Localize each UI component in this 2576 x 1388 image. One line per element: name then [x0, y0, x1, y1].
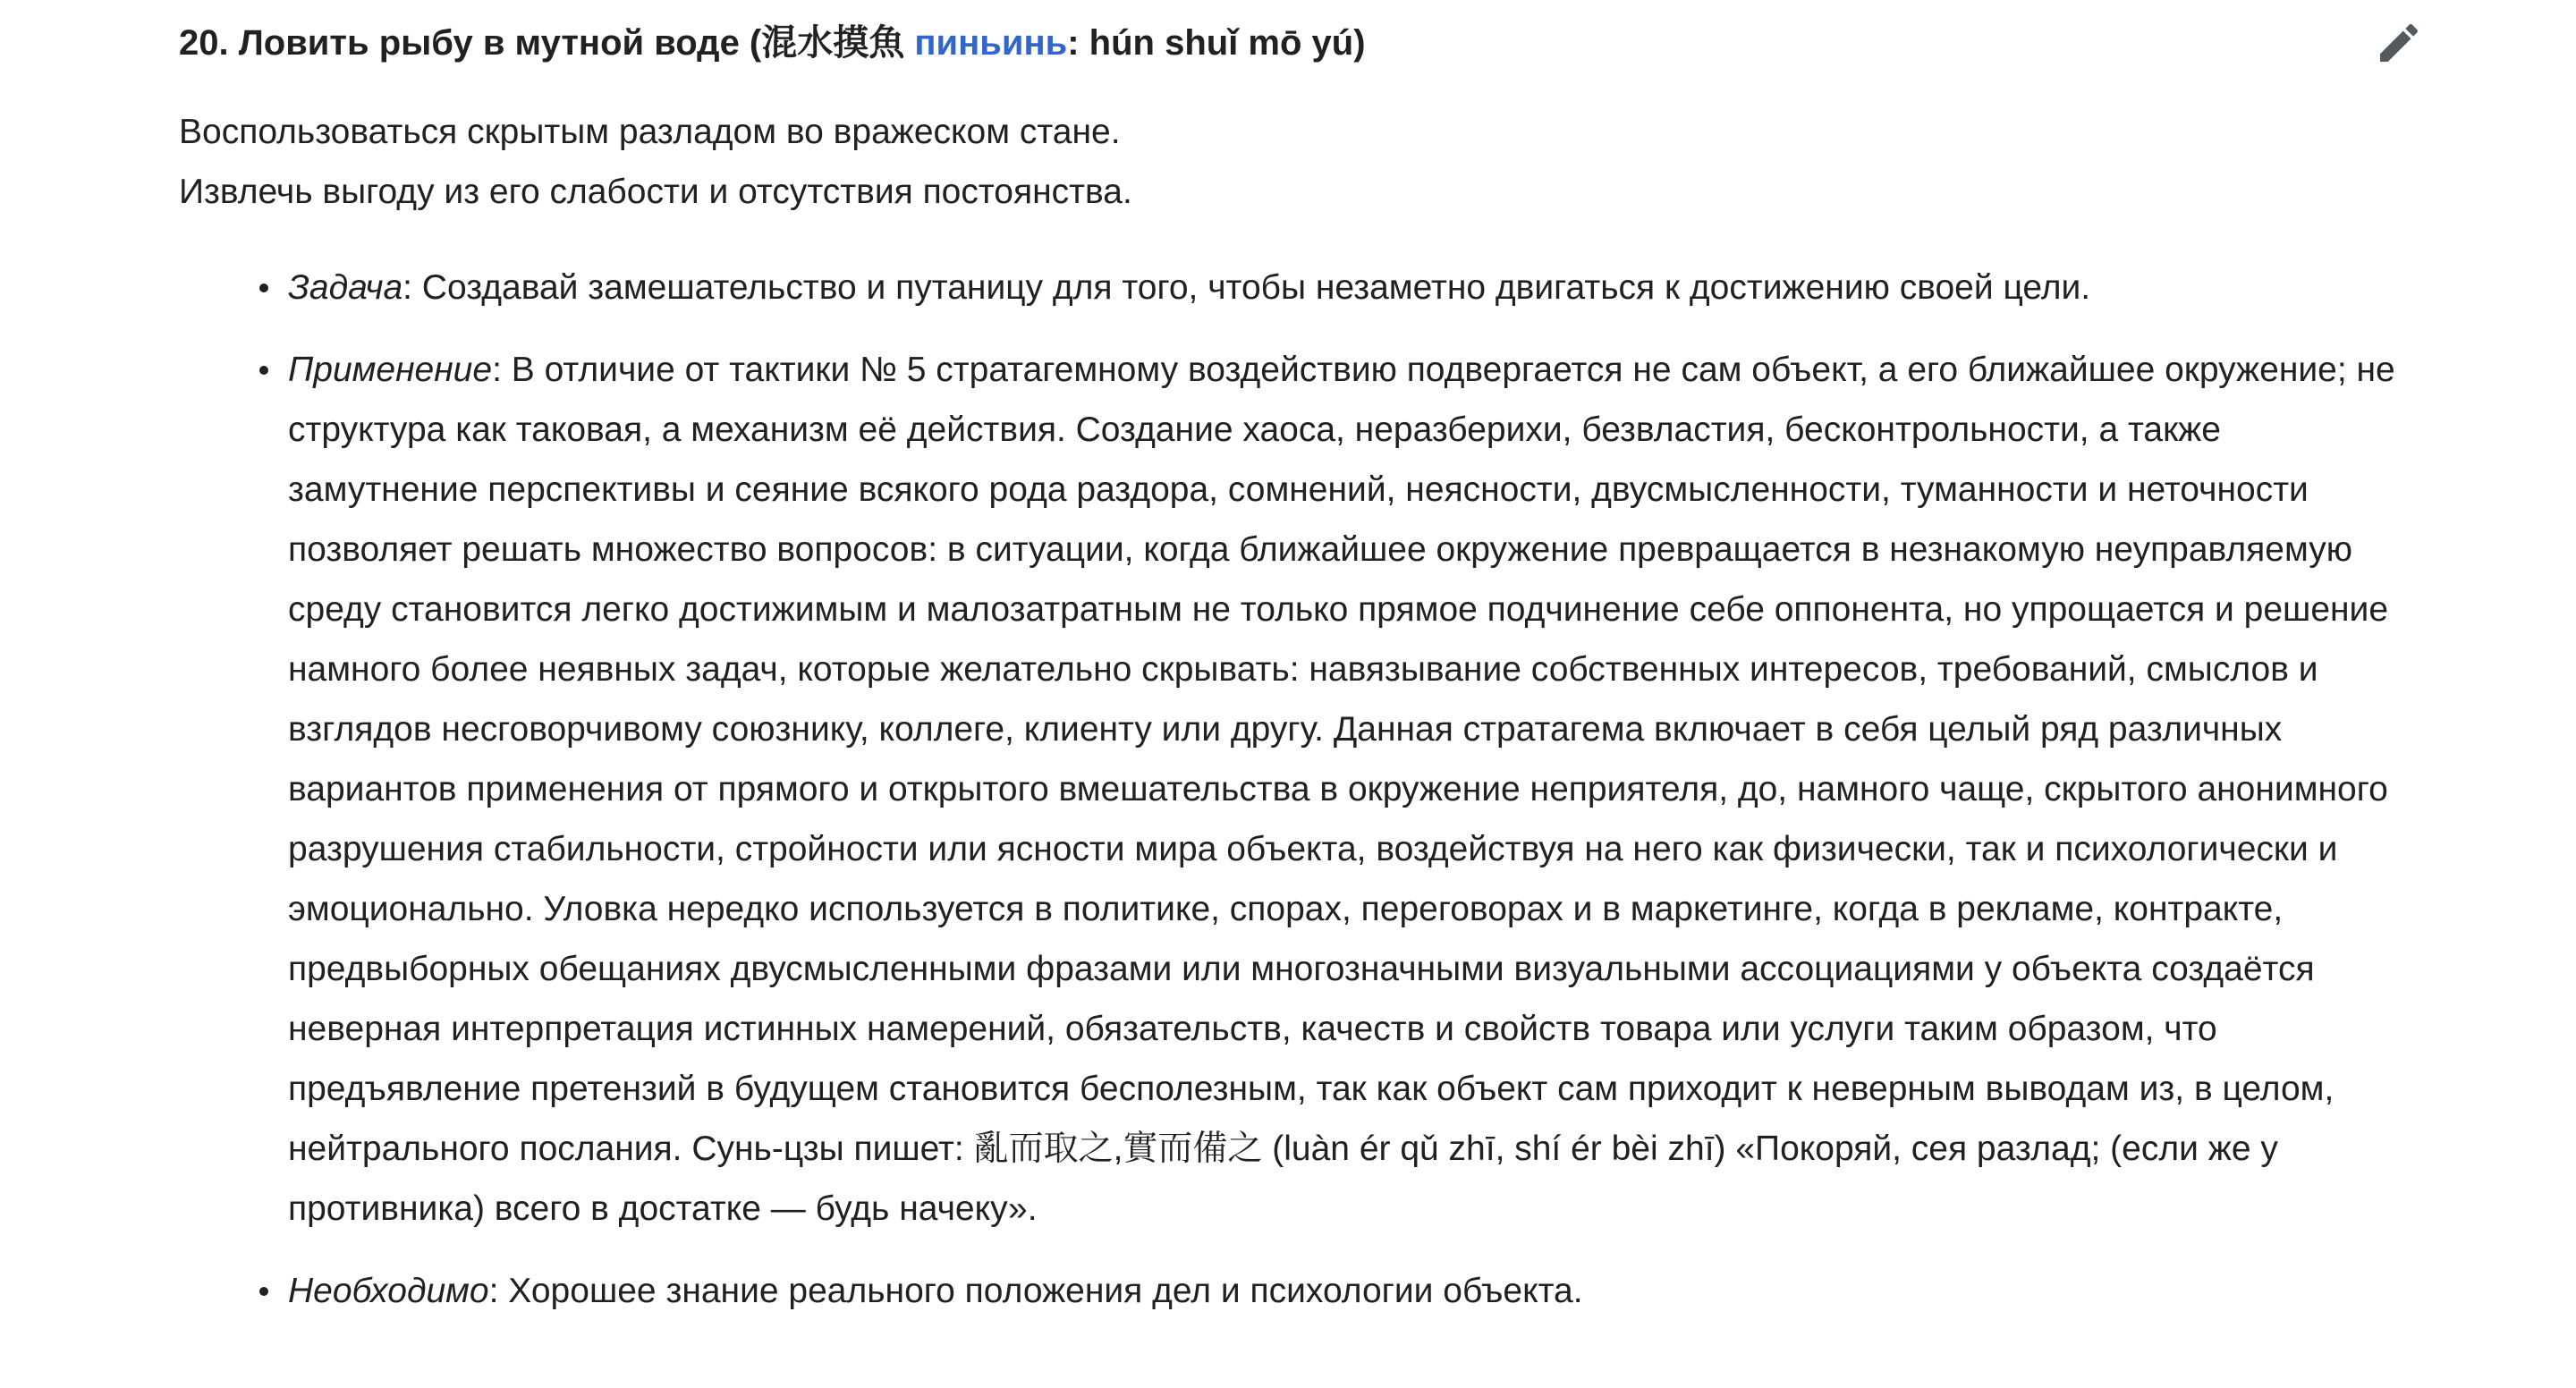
- intro-block: [179, 102, 1132, 222]
- intro-line: Извлечь выгоду из его слабости и отсутствия постоянства.: [179, 173, 1132, 211]
- item-label: Необходимо: [288, 1272, 489, 1310]
- pinyin-link[interactable]: пиньинь: [914, 23, 1068, 63]
- item-text: : Создавай замешательство и путаницу для того, чтобы незаметно двигаться к достижению своей цели.: [402, 268, 2091, 307]
- list-item-application: [288, 340, 2417, 1239]
- edit-section-button[interactable]: [2374, 18, 2424, 68]
- heading-text: 20. Ловить рыбу в мутной воде (混水摸魚: [179, 23, 915, 63]
- item-text: : Хорошее знание реального положения дел и психологии объекта.: [488, 1272, 1583, 1310]
- list-item-required: [288, 1261, 2417, 1321]
- pencil-icon: [2374, 18, 2424, 68]
- section-heading: [179, 16, 2397, 70]
- list-item-task: [288, 258, 2417, 317]
- item-label: Применение: [288, 351, 493, 389]
- item-text: : В отличие от тактики № 5 стратагемному воздействию подвергается не сам объект, а его ближайшее окружение; не структура как таковая, а механизм её действия. Создание хаоса, неразберихи, безвластия, бесконтрольности, а также замутнение перспективы и сеяние всякого рода раздора, сомнений, неясности, двусмысленности, туманности и неточности позволяет решать множество вопросов: в ситуации, когда ближайшее окружение превращается в незнакомую неуправляемую среду становится легко достижимым и малозатратным не только прямое подчинение себе оппонента, но упрощается и решение намного более неявных задач, которые желательно скрывать: навязывание собственных интересов, требований, смыслов и взглядов несговорчивому союзнику, коллеге, клиенту или другу. Данная стратагема включает в себя целый ряд различных вариантов применения от прямого и открытого вмешательства в окружение неприятеля, до, намного чаще, скрытого анонимного разрушения стабильности, стройности или ясности мира объекта, воздействуя на него как физически, так и психологически и эмоционально. Уловка нередко используется в политике, спорах, переговорах и в маркетинге, когда в рекламе, контракте, предвыборных обещаниях двусмысленными фразами или многозначными визуальными ассоциациями у объекта создаётся неверная интерпретация истинных намерений, обязательств, качеств и свойств товара или услуги таким образом, что предъявление претензий в будущем становится бесполезным, так как объект сам приходит к неверным выводам из, в целом, нейтрального послания. Сунь-цзы пишет: 亂而取之,實而備之 (luàn ér qǔ zhī, shí ér bèi zhī) «Покоряй, сея разлад; (если же у противника) всего в достатке — будь начеку».: [288, 351, 2395, 1228]
- item-label: Задача: [288, 268, 403, 307]
- heading-pinyin: : hún shuǐ mō yú): [1067, 23, 1366, 63]
- intro-line: Воспользоваться скрытым разладом во вражеском стане.: [179, 113, 1121, 151]
- bullet-list: [288, 258, 2417, 1321]
